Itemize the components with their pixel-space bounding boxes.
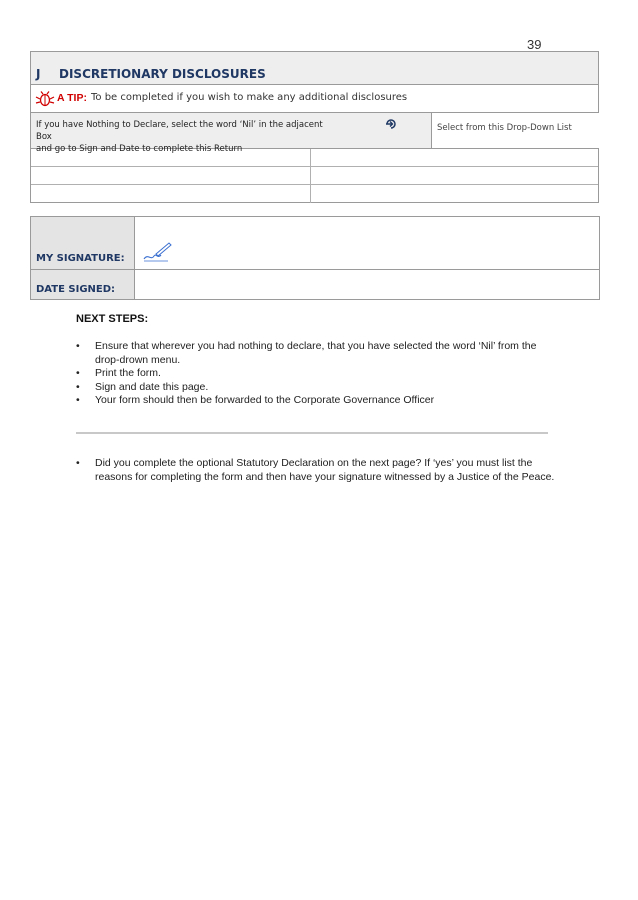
discretionary-disclosures-section: [30, 51, 599, 203]
bullet-icon: •: [76, 394, 80, 406]
section-title: DISCRETIONARY DISCLOSURES: [59, 67, 266, 81]
list-item: [76, 381, 556, 395]
step-text: Your form should then be forwarded to the Corporate Governance Officer: [95, 394, 435, 406]
signature-box: [30, 216, 600, 300]
page-number: 39: [527, 37, 542, 52]
bullet-icon: •: [76, 340, 80, 352]
tip-row: [31, 85, 598, 113]
disclosure-cell[interactable]: [311, 185, 599, 203]
my-signature-field[interactable]: [136, 217, 599, 269]
bullet-icon: •: [76, 380, 80, 393]
my-signature-label: MY SIGNATURE:: [36, 253, 125, 264]
step-text: Ensure that wherever you had nothing to declare, that you have selected the word ‘Nil’ from the drop-drown menu.: [95, 340, 537, 366]
tip-text: To be completed if you wish to make any additional disclosures: [91, 92, 408, 103]
circle-arrow-right-icon: [385, 118, 397, 130]
instruction-row: [31, 113, 598, 154]
section-letter: J: [36, 67, 41, 81]
next-steps-list: [76, 340, 556, 408]
disclosure-cell[interactable]: [311, 149, 599, 166]
bullet-icon: •: [76, 457, 80, 469]
date-signed-field[interactable]: [136, 270, 599, 299]
statutory-declaration-list: [76, 457, 556, 484]
instruction-line-1: If you have Nothing to Declare, select the word ‘Nil’ in the adjacent Box: [36, 120, 323, 142]
disclosure-cell[interactable]: [31, 185, 310, 203]
table-row: [31, 149, 598, 167]
step-text: Did you complete the optional Statutory Declaration on the next page? If ‘yes’ you must list the reasons for completing the form and then have your signature witnessed by a Justice of the Peace.: [95, 457, 555, 483]
nil-dropdown[interactable]: [431, 113, 599, 148]
bullet-icon: •: [76, 367, 80, 379]
instruction-line-2: and go to Sign and Date to complete this Return: [36, 144, 243, 154]
list-item: [76, 340, 556, 367]
disclosure-cell[interactable]: [31, 167, 310, 184]
dropdown-placeholder: Select from this Drop-Down List: [437, 123, 572, 133]
table-row: [31, 185, 598, 203]
divider: [76, 432, 548, 434]
date-signed-label: DATE SIGNED:: [36, 284, 116, 295]
table-row: [31, 167, 598, 185]
step-text: Sign and date this page.: [95, 380, 209, 393]
disclosure-cell[interactable]: [311, 167, 599, 184]
tip-label: A TIP:: [57, 92, 87, 104]
bug-warning-icon: [35, 91, 55, 107]
next-steps-title: NEXT STEPS:: [76, 313, 149, 325]
list-item: [76, 457, 556, 484]
disclosure-cell[interactable]: [31, 149, 310, 166]
step-text: Print the form.: [95, 367, 161, 379]
section-header: [31, 52, 598, 85]
list-item: [76, 394, 556, 408]
list-item: [76, 367, 556, 381]
